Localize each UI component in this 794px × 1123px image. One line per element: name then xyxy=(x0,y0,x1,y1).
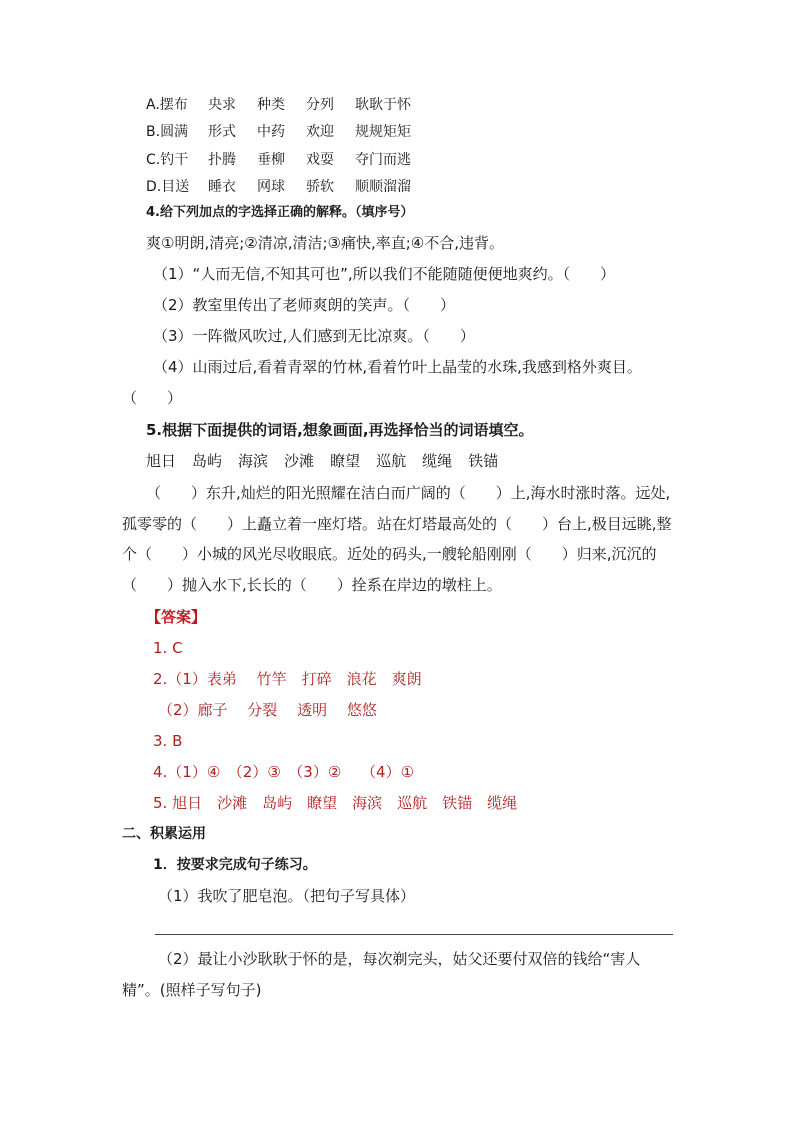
question-4-item-4-blank: （ ） xyxy=(122,389,183,407)
answer-line-6: 5. 旭日 沙滩 岛屿 瞭望 海滨 巡航 铁锚 缆绳 xyxy=(153,794,518,812)
option-word: 种类 xyxy=(257,97,285,113)
option-label: B. xyxy=(146,124,161,140)
option-word: 圆满 xyxy=(160,124,189,140)
answer-line-3: （2）廊子 分裂 透明 悠悠 xyxy=(158,701,377,719)
question-5-passage-line-3: 个（ ）小城的风光尽收眼底。近处的码头,一艘轮船刚刚（ ）归来,沉沉的 xyxy=(122,545,657,563)
option-row-c xyxy=(146,153,411,167)
option-word: 网球 xyxy=(257,179,285,195)
word-bank-item: 缆绳 xyxy=(422,452,453,470)
word-bank-item: 巡航 xyxy=(376,452,407,470)
option-label: C. xyxy=(146,152,161,168)
option-word: 顺顺溜溜 xyxy=(355,179,411,195)
word-bank-item: 瞭望 xyxy=(330,452,361,470)
option-row-b xyxy=(146,125,411,139)
question-4-item-1: （1）“人而无信,不知其可也”,所以我们不能随随便便地爽约。（ ） xyxy=(153,265,616,283)
option-word: 摆布 xyxy=(159,97,188,113)
section-2-question-1-title: 1．按要求完成句子练习。 xyxy=(153,857,317,873)
option-word: 垂柳 xyxy=(257,152,285,168)
answer-line-1: 1. C xyxy=(153,639,183,657)
question-5-title: 5.根据下面提供的词语,想象画面,再选择恰当的词语填空。 xyxy=(146,421,534,439)
option-word: 目送 xyxy=(161,179,190,195)
question-4-item-3: （3）一阵微风吹过,人们感到无比凉爽。（ ） xyxy=(153,327,475,345)
question-4-title: 4.给下列加点的字选择正确的解释。（填序号） xyxy=(146,205,414,220)
option-word: 骄软 xyxy=(306,179,334,195)
option-word: 睡衣 xyxy=(208,179,236,195)
option-word: 形式 xyxy=(208,124,236,140)
word-bank-item: 岛屿 xyxy=(192,452,223,470)
option-word: 耿耿于怀 xyxy=(355,97,411,113)
question-4-definition: 爽①明朗,清亮;②清凉,清洁;③痛快,率直;④不合,违背。 xyxy=(146,234,505,252)
option-word: 规规矩矩 xyxy=(355,124,411,140)
question-5-passage-line-2: 孤零零的（ ）上矗立着一座灯塔。站在灯塔最高处的（ ）台上,极目远眺,整 xyxy=(122,515,672,533)
answer-tag: 【答案】 xyxy=(146,608,207,626)
word-bank-item: 沙滩 xyxy=(284,452,315,470)
option-label: A. xyxy=(146,97,160,113)
word-bank-item: 旭日 xyxy=(146,452,177,470)
section-2-question-1-item-1: （1）我吹了肥皂泡。（把句子写具体） xyxy=(158,887,416,905)
option-row-a xyxy=(146,98,411,112)
option-label: D. xyxy=(146,179,162,195)
option-word: 欢迎 xyxy=(306,124,334,140)
section-2-question-1-item-2-line-2: 精”。(照样子写句子) xyxy=(122,981,262,999)
section-2-question-1-item-2-line-1: （2）最让小沙耿耿于怀的是，每次剃完头，姑父还要付双倍的钱给“害人 xyxy=(158,950,641,968)
option-word: 戏耍 xyxy=(306,152,334,168)
option-word: 中药 xyxy=(257,124,285,140)
answer-line-4: 3. B xyxy=(153,732,183,750)
answer-line-2: 2.（1）表弟 竹竿 打碎 浪花 爽朗 xyxy=(153,670,422,688)
option-word: 扑腾 xyxy=(208,152,236,168)
word-bank-item: 铁锚 xyxy=(468,452,499,470)
option-word: 央求 xyxy=(208,97,236,113)
option-row-d xyxy=(146,180,411,194)
option-word: 钓干 xyxy=(160,152,189,168)
word-bank-item: 海滨 xyxy=(238,452,269,470)
question-4-item-4: （4）山雨过后,看着青翠的竹林,看着竹叶上晶莹的水珠,我感到格外爽目。 xyxy=(153,358,642,376)
question-5-passage-line-4: （ ）抛入水下,长长的（ ）拴系在岸边的墩柱上。 xyxy=(122,576,502,594)
option-word: 夺门而逃 xyxy=(355,152,411,168)
answer-writing-line xyxy=(155,934,673,935)
section-2-title: 二、积累运用 xyxy=(122,826,206,842)
answer-line-5: 4.（1）④ （2）③ （3）② （4）① xyxy=(153,763,415,781)
question-5-passage-line-1: （ ）东升,灿烂的阳光照耀在洁白而广阔的（ ）上,海水时涨时落。远处, xyxy=(146,484,671,502)
option-word: 分列 xyxy=(306,97,334,113)
question-4-item-2: （2）教室里传出了老师爽朗的笑声。（ ） xyxy=(153,296,456,314)
question-5-word-bank xyxy=(146,454,514,469)
